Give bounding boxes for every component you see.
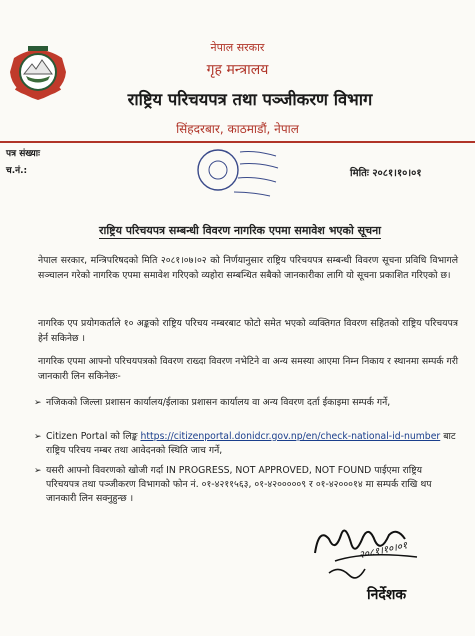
department-address: सिंहदरबार, काठमाडौं, नेपाल: [176, 122, 299, 136]
ministry-name: गृह मन्त्रालय: [206, 62, 269, 78]
arrow-bullet-icon: ➢: [34, 432, 42, 442]
contact-bullet-2: ➢ Citizen Portal को लिङ्क https://citizenportal.donidcr.gov.np/en/check-national-id-number बाट राष्ट्रिय परिचय नम्बर तथा आवेदनको स्थिति जाच गर्ने,: [34, 431, 456, 456]
citizen-portal-link[interactable]: https://citizenportal.donidcr.gov.np/en/check-national-id-number: [140, 431, 441, 442]
arrow-bullet-icon: ➢: [34, 398, 42, 408]
notice-paragraph-1: नेपाल सरकार, मन्त्रिपरिषदको मिति २०८१।०७।०२ को निर्णयानुसार राष्ट्रिय परिचयपत्र सम्बन्धी विवरण सूचना प्रविधि विभागले सञ्चालन गरेको नागरिक एपमा समावेश गरिएको व्यहोरा सम्बन्धित सबैको जानकारीका लागि यो सूचना प्रकाशित गरिएको छ।: [38, 255, 458, 281]
contact-bullet-3: ➢ यसरी आफ्नो विवरणको खोजी गर्दा IN PROGRESS, NOT APPROVED, NOT FOUND पाईएमा राष्ट्रिय परिचयपत्र तथा पञ्जीकरण विभागको फोन नं. ०१-४२११५६३, ०१-४२०००००९ र ०१-४२०००१४ मा सम्पर्क राखि थप जानकारी लिन सक्नुहुन्छ ।: [34, 465, 432, 504]
arrow-bullet-icon: ➢: [34, 466, 42, 476]
notice-title: राष्ट्रिय परिचयपत्र सम्बन्धी विवरण नागरिक एपमा समावेश भएको सूचना: [98, 224, 382, 237]
signature-date: २०८१।१०।०१: [357, 540, 409, 562]
office-stamp-icon: [196, 142, 286, 208]
signatory-title: निर्देशक: [367, 587, 407, 603]
government-name: नेपाल सरकार: [210, 41, 265, 54]
department-name: राष्ट्रिय परिचयपत्र तथा पञ्जीकरण विभाग: [127, 90, 373, 109]
dispatch-number-label: च.नं.:: [6, 166, 28, 176]
director-signature: [305, 513, 435, 588]
letter-date: मितिः २०८१।१०।०१: [350, 168, 422, 179]
notice-paragraph-3: नागरिक एपमा आफ्नो परिचयपत्रको विवरण राख्दा विवरण नभेटिने वा अन्य समस्या आएमा निम्न निकाय र स्थानमा सम्पर्क गरी जानकारी लिन सकिनेछः-: [38, 356, 458, 382]
contact-bullet-1: ➢ नजिकको जिल्ला प्रशासन कार्यालय/ईलाका प्रशासन कार्यालय वा अन्य विवरण दर्ता ईकाइमा सम्पर्क गर्ने,: [34, 397, 391, 408]
notice-paragraph-2: नागरिक एप प्रयोगकर्ताले १० अङ्कको राष्ट्रिय परिचय नम्बरबाट फोटो समेत भएको व्यक्तिगत विवरण सहितको राष्ट्रिय परिचयपत्र हेर्न सकिनेछ ।: [38, 318, 458, 344]
letter-number-label: पत्र संख्याः: [6, 149, 40, 159]
